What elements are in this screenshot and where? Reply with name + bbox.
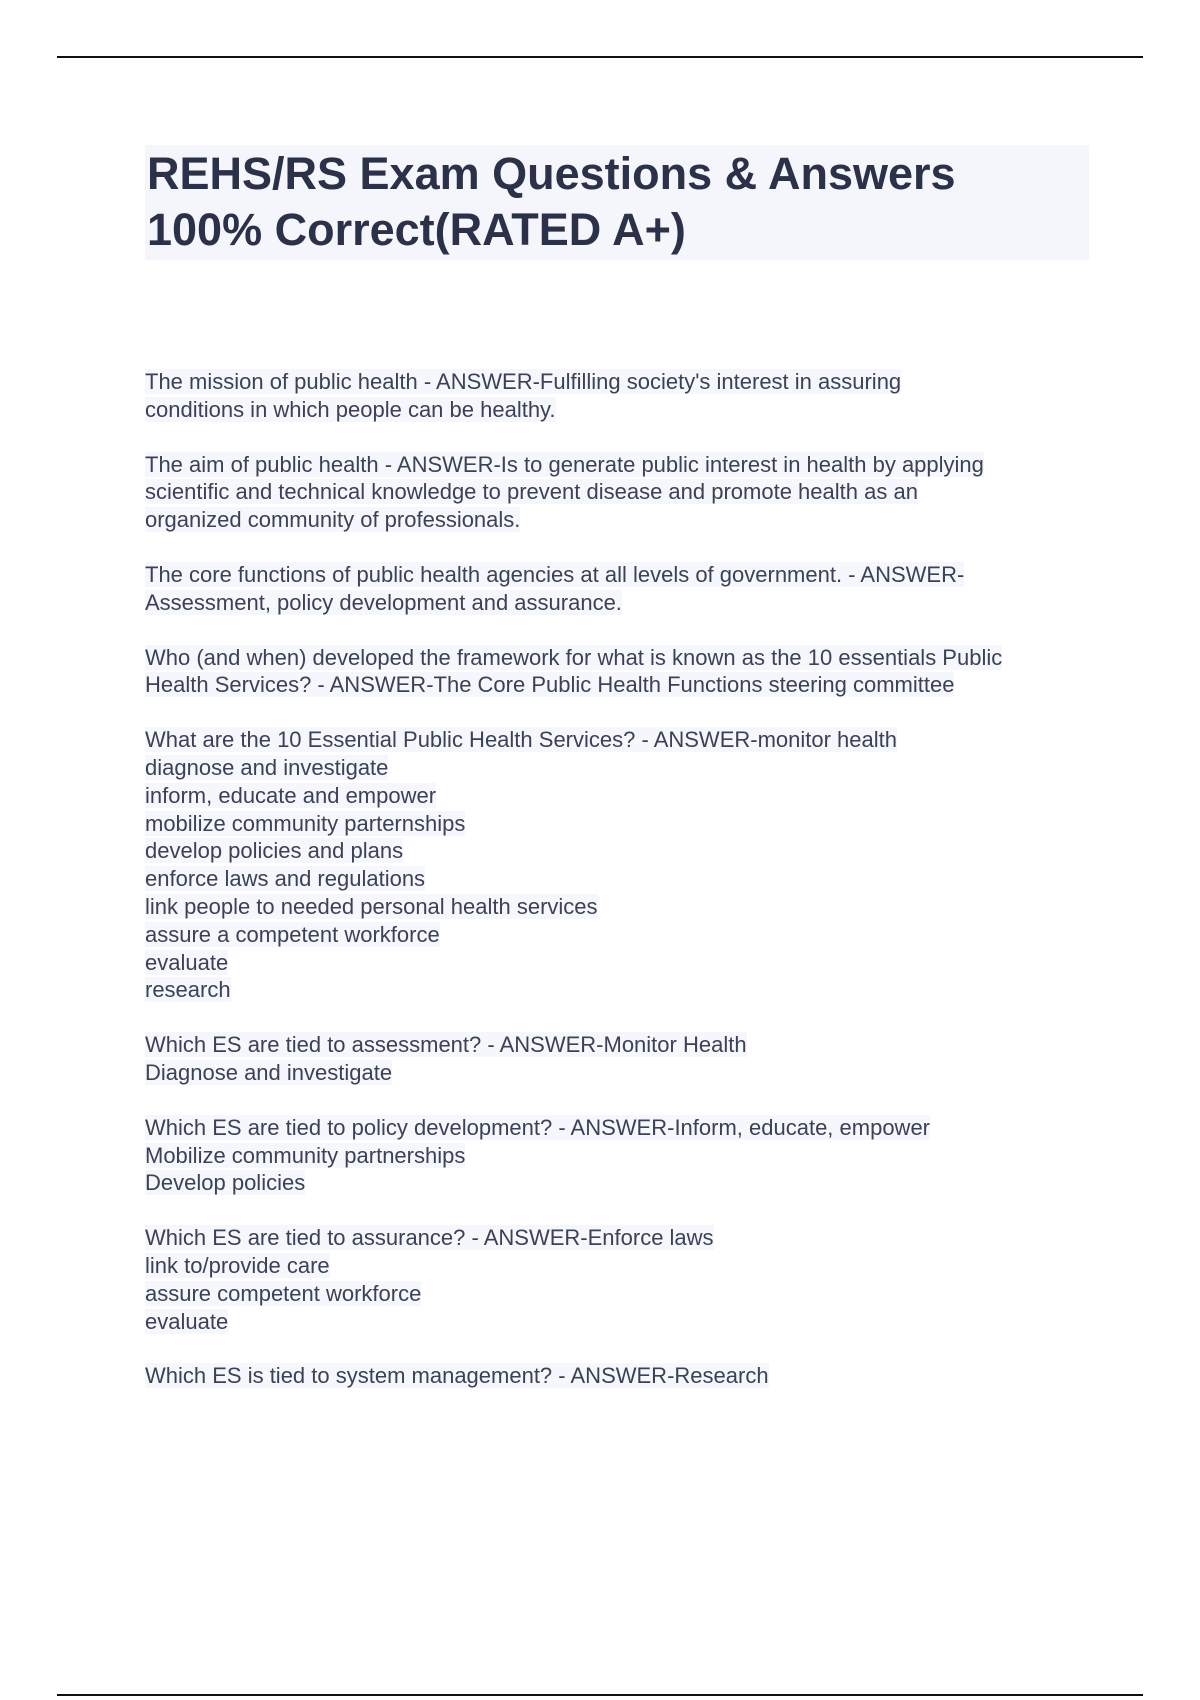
qa-line [145,893,1105,921]
top-rule [57,56,1143,58]
qa-item [145,1031,1105,1087]
document-title [145,145,1089,260]
qa-line-text: research [145,977,231,1003]
qa-line-text: Which ES are tied to assurance? - ANSWER-Enforce laws [145,1225,714,1251]
qa-line [145,1362,1105,1390]
qa-line [145,644,1105,672]
title-line: REHS/RS Exam Questions & Answers [147,148,956,199]
qa-line-text: Diagnose and investigate [145,1059,393,1085]
qa-line-text: evaluate [145,949,229,975]
qa-line-text: enforce laws and regulations [145,866,426,892]
qa-line [145,754,1105,782]
qa-line [145,837,1105,865]
qa-line-text: conditions in which people can be healthy. [145,396,556,422]
qa-line-text: Mobilize community partnerships [145,1142,466,1168]
qa-item [145,368,1105,424]
qa-item [145,561,1105,617]
qa-line-text: mobilize community parternships [145,810,466,836]
qa-line-text: Which ES are tied to policy development? - ANSWER-Inform, educate, empower [145,1114,931,1140]
qa-line-text: Assessment, policy development and assurance. [145,589,622,615]
qa-line-text: Which ES is tied to system management? - ANSWER-Research [145,1363,769,1389]
qa-line [145,1280,1105,1308]
qa-line [145,1114,1105,1142]
qa-line [145,506,1105,534]
qa-line-text: Who (and when) developed the framework for what is known as the 10 essentials Public [145,644,1003,670]
qa-line [145,561,1105,589]
qa-line [145,1308,1105,1336]
qa-line [145,810,1105,838]
qa-line-text: inform, educate and empower [145,782,437,808]
qa-line-text: organized community of professionals. [145,507,521,533]
qa-line [145,589,1105,617]
document-title-block [145,145,1089,260]
qa-item [145,1114,1105,1197]
title-line: 100% Correct(RATED A+) [147,204,686,255]
qa-line [145,949,1105,977]
qa-line-text: The aim of public health - ANSWER-Is to generate public interest in health by applying [145,451,984,477]
qa-item [145,726,1105,1004]
qa-line [145,782,1105,810]
qa-line-text: diagnose and investigate [145,754,389,780]
qa-line [145,1031,1105,1059]
qa-line [145,976,1105,1004]
qa-item [145,1362,1105,1390]
qa-line [145,671,1105,699]
qa-line-text: The core functions of public health agencies at all levels of government. - ANSWER- [145,561,965,587]
qa-line [145,451,1105,479]
qa-line-text: assure competent workforce [145,1280,422,1306]
qa-line-text: Which ES are tied to assessment? - ANSWER-Monitor Health [145,1032,747,1058]
qa-line [145,1252,1105,1280]
qa-line-text: Develop policies [145,1170,306,1196]
qa-line-text: evaluate [145,1308,229,1334]
qa-line [145,921,1105,949]
qa-line-text: scientific and technical knowledge to prevent disease and promote health as an [145,479,918,505]
qa-line-text: link people to needed personal health services [145,893,598,919]
qa-line-text: assure a competent workforce [145,921,440,947]
bottom-rule [57,1694,1143,1696]
qa-item [145,451,1105,534]
qa-line-text: The mission of public health - ANSWER-Fulfilling society's interest in assuring [145,369,902,394]
qa-item [145,1224,1105,1335]
qa-item [145,644,1105,700]
qa-line [145,1224,1105,1252]
qa-line-text: Health Services? - ANSWER-The Core Public Health Functions steering committee [145,672,955,698]
qa-line [145,478,1105,506]
qa-line-text: develop policies and plans [145,838,404,864]
qa-line-text: link to/provide care [145,1252,330,1278]
qa-list [145,368,1105,1417]
qa-line [145,1169,1105,1197]
qa-line [145,726,1105,754]
qa-line [145,865,1105,893]
qa-line [145,1059,1105,1087]
qa-line [145,368,1105,396]
qa-line [145,396,1105,424]
qa-line-text: What are the 10 Essential Public Health Services? - ANSWER-monitor health [145,727,897,753]
qa-line [145,1142,1105,1170]
